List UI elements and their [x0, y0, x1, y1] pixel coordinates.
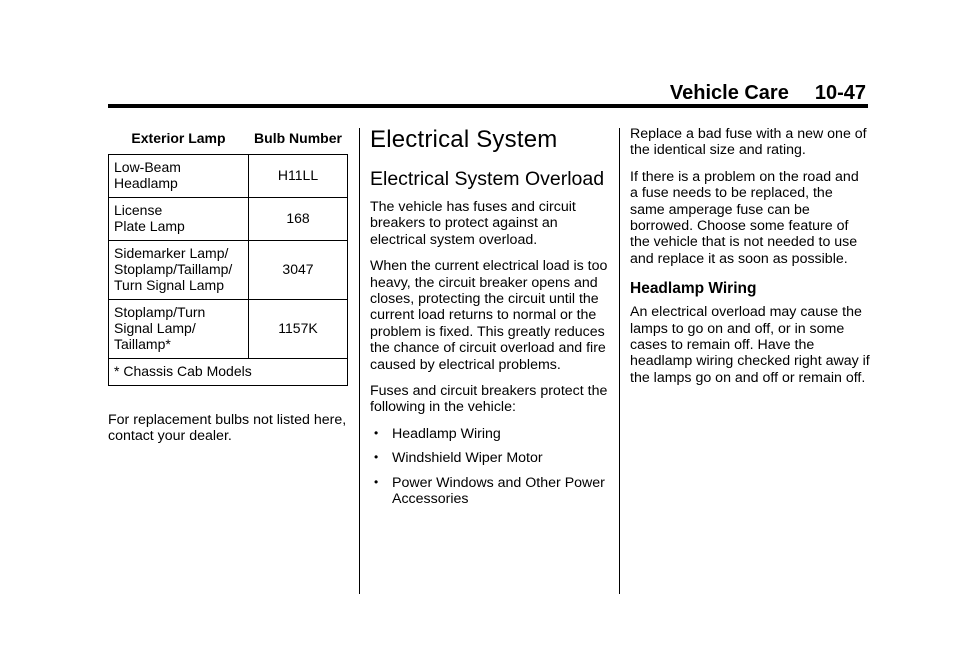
list-item [370, 450, 610, 466]
lamp-cell: Sidemarker Lamp/ Stoplamp/Taillamp/ Turn Signal Lamp [109, 241, 249, 300]
section-title: Vehicle Care [669, 82, 789, 104]
paragraph: Fuses and circuit breakers protect the following in the vehicle: [370, 383, 608, 416]
list-item-text: Headlamp Wiring [392, 425, 501, 442]
table-header-bulb [249, 128, 348, 155]
section-heading: Electrical System [370, 126, 558, 153]
bulb-cell: 3047 [249, 241, 348, 300]
bulb-cell: H11LL [249, 155, 348, 198]
paragraph: When the current electrical load is too heavy, the circuit breaker opens and closes, protecting the circuit until the current load returns to normal or the problem is fixed. This greatly reduces the chance of circuit overload and fire caused by electrical problems. [370, 258, 608, 373]
list-item-text: Power Windows and Other Power Accessories [392, 474, 605, 508]
column-left [108, 118, 348, 455]
list-item [370, 426, 610, 442]
protected-items-list [370, 426, 610, 508]
bulb-header-text: Bulb Number [254, 130, 342, 146]
table-row [109, 155, 348, 198]
headlamp-wiring-heading: Headlamp Wiring [630, 280, 757, 298]
lamp-cell: Stoplamp/Turn Signal Lamp/ Taillamp* [109, 300, 249, 359]
list-item-text: Windshield Wiper Motor [392, 450, 543, 467]
column-middle [370, 126, 610, 516]
lamp-cell: Low-Beam Headlamp [109, 155, 249, 198]
page-header [670, 82, 866, 105]
bulb-cell: 168 [249, 198, 348, 241]
column-divider [359, 128, 360, 594]
table-row [109, 198, 348, 241]
paragraph: An electrical overload may cause the lamps to go on and off, or in some cases to remain off. Have the headlamp wiring checked right away if the lamps go on and off or remain off. [630, 304, 870, 386]
table-row [109, 241, 348, 300]
table-row [109, 300, 348, 359]
column-divider [619, 128, 620, 594]
subsection-heading: Electrical System Overload [370, 168, 605, 190]
table-header-lamp: Exterior Lamp [109, 128, 249, 155]
bullet-icon: • [374, 450, 379, 465]
table-footnote-row [109, 359, 348, 386]
bulb-table [108, 128, 348, 386]
paragraph: If there is a problem on the road and a fuse needs to be replaced, the same amperage fuse can be borrowed. Choose some feature of the vehicle that is not needed to use and replace it as soon as possible. [630, 168, 859, 267]
header-rule [108, 104, 868, 108]
bullet-icon: • [374, 474, 379, 489]
bulb-cell: 1157K [249, 300, 348, 359]
bullet-icon: • [374, 425, 379, 440]
replacement-note: For replacement bulbs not listed here, contact your dealer. [108, 412, 347, 445]
column-right [630, 126, 870, 396]
paragraph: The vehicle has fuses and circuit breakers to protect against an electrical system overload. [370, 199, 576, 248]
page-number: 10-47 [814, 82, 866, 104]
paragraph: Replace a bad fuse with a new one of the identical size and rating. [630, 126, 867, 159]
list-item [370, 475, 610, 508]
table-footnote: * Chassis Cab Models [109, 359, 348, 386]
lamp-cell: License Plate Lamp [109, 198, 249, 241]
